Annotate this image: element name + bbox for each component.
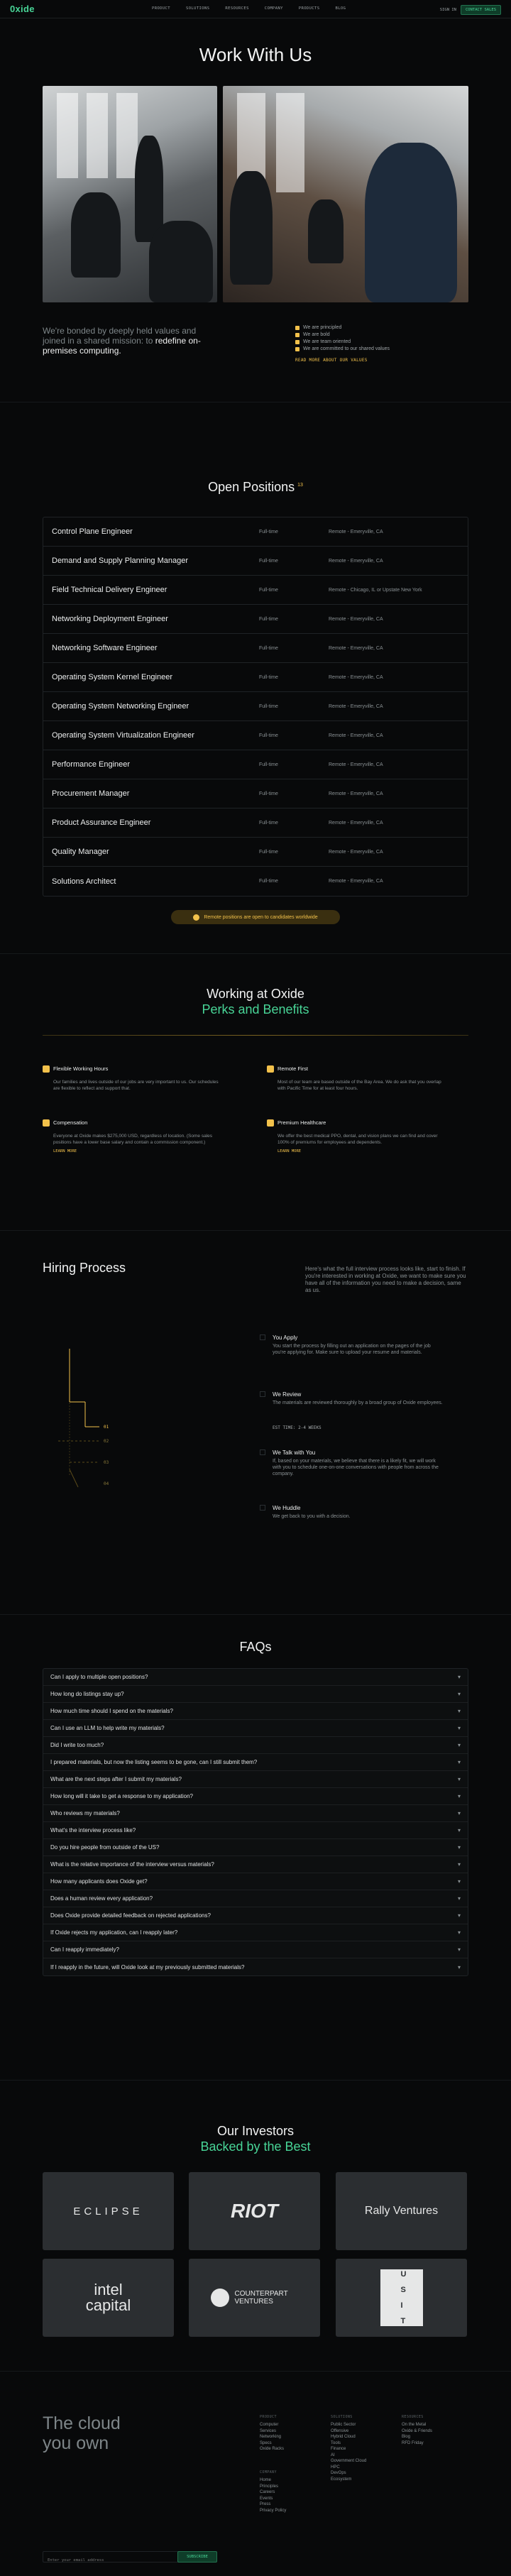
expand-icon[interactable]: ▾ [457, 1895, 461, 1902]
expand-icon[interactable]: ▾ [457, 1759, 461, 1765]
position-location: Remote - Emeryville, CA [329, 879, 383, 884]
faq-item[interactable] [43, 1822, 468, 1839]
healthcare-learn-more-link[interactable]: LEARN MORE [278, 1149, 302, 1153]
footer-link[interactable]: Home [260, 2478, 272, 2482]
footer-link[interactable]: DevOps [331, 2471, 346, 2475]
perk-remote-first: Remote First Most of our team are based outside of the Bay Area. We do ask that you overlap with Pacific Time for at least four hours. [267, 1063, 444, 1092]
footer-link[interactable]: AI [331, 2452, 335, 2457]
investor-logo-intel-capital: intel capital [43, 2259, 174, 2337]
faq-item[interactable] [43, 1720, 468, 1737]
footer-tagline: The cloud you own [43, 2413, 121, 2453]
position-location: Remote - Chicago, IL or Upstate New York [329, 587, 422, 593]
open-positions-title: Open Positions $^{13}$ [208, 480, 303, 494]
nav-link-company[interactable]: COMPANY [264, 6, 283, 11]
footer-column-company [260, 2470, 286, 2514]
position-title[interactable]: Control Plane Engineer [52, 527, 133, 536]
position-row[interactable] [43, 605, 468, 634]
position-location: Remote - Emeryville, CA [329, 703, 383, 709]
investors-title: Our Investors [216, 2124, 295, 2138]
hiring-step-2: We Review The materials are reviewed thoroughly by a broad group of Oxide employees. EST TIME: 2-4 WEEKS [260, 1391, 444, 1434]
section-divider [0, 1230, 511, 1231]
faq-item[interactable] [43, 1873, 468, 1890]
investor-logo-usit: USIT [336, 2259, 467, 2337]
position-type: Full-time [259, 820, 278, 826]
position-type: Full-time [259, 529, 278, 535]
faq-item[interactable] [43, 1788, 468, 1805]
nav-link-blog[interactable]: BLOG [335, 6, 346, 11]
faq-item[interactable] [43, 1737, 468, 1754]
mission-text: We're bonded by deeply held values and joined in a shared mission: to [43, 326, 197, 346]
oxide-logo[interactable]: 0xide [10, 4, 35, 14]
position-location: Remote - Emeryville, CA [329, 733, 383, 738]
step-marker [260, 1449, 265, 1455]
position-location: Remote - Emeryville, CA [329, 674, 383, 680]
faq-item[interactable] [43, 1686, 468, 1703]
remote-badge: Remote positions are open to candidates worldwide [171, 910, 340, 924]
position-title[interactable]: Networking Software Engineer [52, 644, 158, 652]
position-location: Remote - Emeryville, CA [329, 558, 383, 564]
bullet-icon [295, 326, 300, 330]
faq-question[interactable]: If I reapply in the future, will Oxide look at my previously submitted materials? [50, 1963, 245, 1971]
expand-icon[interactable]: ▾ [457, 1861, 461, 1868]
position-row[interactable] [43, 576, 468, 605]
contact-sales-button[interactable]: CONTACT SALES [461, 5, 501, 15]
position-title[interactable]: Procurement Manager [52, 789, 130, 798]
faq-question[interactable]: Can I reapply immediately? [50, 1946, 119, 1953]
hiring-title: Hiring Process [43, 1261, 126, 1275]
expand-icon[interactable]: ▾ [457, 1708, 461, 1714]
step-marker [260, 1391, 265, 1397]
expand-icon[interactable]: ▾ [457, 1878, 461, 1885]
nav-link-products[interactable]: PRODUCTS [298, 6, 320, 11]
position-title[interactable]: Field Technical Delivery Engineer [52, 586, 167, 594]
position-title[interactable]: Product Assurance Engineer [52, 818, 151, 827]
footer-column-heading: SOLUTIONS [331, 2415, 353, 2419]
faq-question[interactable]: What are the next steps after I submit my materials? [50, 1776, 182, 1782]
footer-column-heading: PRODUCT [260, 2415, 277, 2419]
value-item: We are bold [295, 332, 390, 337]
values-list [295, 325, 390, 363]
position-title[interactable]: Quality Manager [52, 848, 109, 856]
investor-logo-rally-ventures: Rally Ventures [336, 2172, 467, 2250]
footer-link[interactable]: HPC [331, 2465, 340, 2470]
footer-column-resources [402, 2415, 432, 2446]
compensation-learn-more-link[interactable]: LEARN MORE [53, 1149, 77, 1153]
faq-item[interactable] [43, 1703, 468, 1720]
position-row[interactable] [43, 721, 468, 750]
counterpart-mark-icon [211, 2289, 229, 2307]
position-type: Full-time [259, 791, 278, 796]
position-type: Full-time [259, 733, 278, 738]
expand-icon[interactable]: ▾ [457, 1742, 461, 1748]
footer-link[interactable]: Government Cloud [331, 2459, 367, 2463]
expand-icon[interactable]: ▾ [457, 1674, 461, 1680]
footer-column-heading: COMPANY [260, 2470, 277, 2474]
faq-question[interactable]: I prepared materials, but now the listing seems to be gone, can I still submit them? [50, 1759, 258, 1765]
position-row[interactable] [43, 663, 468, 692]
perk-compensation: Compensation Everyone at Oxide makes $275,000 USD, regardless of location. (Some sales positions have a lower base salary and contain a commission component.) LEARN MORE [43, 1117, 220, 1153]
position-location: Remote - Emeryville, CA [329, 849, 383, 855]
footer-link[interactable]: Public Sector [331, 2423, 356, 2427]
expand-icon[interactable]: ▾ [457, 1844, 461, 1851]
footer-link[interactable]: Computer [260, 2423, 279, 2427]
footer-link[interactable]: Blog [402, 2435, 411, 2439]
footer-link[interactable]: Finance [331, 2447, 346, 2451]
faq-list [43, 1668, 468, 1976]
position-location: Remote - Emeryville, CA [329, 762, 383, 767]
footer-link[interactable]: Principles [260, 2484, 279, 2489]
hiring-step-1: You Apply You start the process by filling out an application on the pages of the job you're applying for. Make sure to upload your resume and materials. [260, 1334, 444, 1377]
footer-link[interactable]: Hybrid Cloud [331, 2435, 356, 2439]
position-title[interactable]: Operating System Networking Engineer [52, 702, 189, 711]
faq-question[interactable]: How long do listings stay up? [50, 1691, 124, 1697]
bullet-icon [295, 333, 300, 337]
top-nav [0, 0, 511, 18]
globe-icon [267, 1065, 274, 1073]
team-photo-left [43, 86, 217, 302]
position-title[interactable]: Networking Deployment Engineer [52, 615, 168, 623]
position-title[interactable]: Demand and Supply Planning Manager [52, 557, 189, 565]
clock-icon [43, 1065, 50, 1073]
faq-item[interactable] [43, 1754, 468, 1771]
position-title[interactable]: Operating System Virtualization Engineer [52, 731, 194, 740]
page-title: Work With Us [199, 44, 312, 65]
footer-link[interactable]: On the Metal [402, 2423, 427, 2427]
mission-highlight: redefine on-premises computing. [43, 336, 201, 356]
perks-divider [43, 1035, 468, 1036]
investor-logo-eclipse: ECLIPSE [43, 2172, 174, 2250]
value-item: We are principled [295, 325, 390, 330]
footer-link[interactable]: Careers [260, 2490, 275, 2494]
faq-question[interactable]: Can I apply to multiple open positions? [50, 1674, 148, 1680]
diagram-label-step-1: 01 [104, 1425, 109, 1430]
faq-question[interactable]: Do you hire people from outside of the US? [50, 1844, 160, 1851]
faq-question[interactable]: If Oxide rejects my application, can I reapply later? [50, 1929, 178, 1936]
diagram-label-step-3: 03 [104, 1460, 109, 1465]
position-row[interactable] [43, 692, 468, 721]
hiring-intro: Here's what the full interview process looks like, start to finish. If you're interested in working at Oxide, we want to make sure you have all of the information you need to make a decision, same as us. [305, 1266, 466, 1293]
hiring-step-4: We Huddle We get back to you with a decision. [260, 1505, 444, 1526]
faq-item[interactable] [43, 1941, 468, 1958]
diagram-label-step-4: 04 [104, 1481, 109, 1486]
expand-icon[interactable]: ▾ [457, 1827, 461, 1834]
footer-link[interactable]: Oxide & Friends [402, 2428, 433, 2433]
expand-icon[interactable]: ▾ [457, 1793, 461, 1799]
position-type: Full-time [259, 762, 278, 767]
footer-link[interactable]: Events [260, 2496, 273, 2501]
step-marker [260, 1505, 265, 1511]
dollar-icon [43, 1119, 50, 1127]
position-row[interactable] [43, 517, 468, 547]
expand-icon[interactable]: ▾ [457, 1810, 461, 1816]
faq-item[interactable] [43, 1805, 468, 1822]
position-row[interactable] [43, 779, 468, 809]
value-item: We are team oriented [295, 339, 390, 344]
footer-link[interactable]: Specs [260, 2440, 272, 2445]
position-type: Full-time [259, 645, 278, 651]
investor-logo-riot: RIOT [189, 2172, 320, 2250]
plus-icon [267, 1119, 274, 1127]
expand-icon[interactable]: ▾ [457, 1963, 461, 1971]
position-row[interactable] [43, 750, 468, 779]
faq-question[interactable]: How much time should I spend on the materials? [50, 1708, 173, 1714]
position-row[interactable] [43, 547, 468, 576]
expand-icon[interactable]: ▾ [457, 1929, 461, 1936]
bullet-icon [295, 347, 300, 351]
subscribe-button[interactable]: SUBSCRIBE [177, 2551, 217, 2563]
faq-question[interactable]: How long will it take to get a response to my application? [50, 1793, 193, 1799]
faq-item[interactable] [43, 1669, 468, 1686]
section-divider [0, 2371, 511, 2372]
perks-subtitle: Perks and Benefits [202, 1002, 309, 1016]
bullet-icon [295, 340, 300, 344]
expand-icon[interactable]: ▾ [457, 1725, 461, 1731]
footer-link[interactable]: Tools [331, 2440, 341, 2445]
expand-icon[interactable]: ▾ [457, 1912, 461, 1919]
positions-table [43, 517, 468, 897]
faq-question[interactable]: Who reviews my materials? [50, 1810, 120, 1816]
expand-icon[interactable]: ▾ [457, 1946, 461, 1953]
faq-item[interactable] [43, 1890, 468, 1907]
value-item: We are committed to our shared values [295, 346, 390, 351]
position-title[interactable]: Performance Engineer [52, 760, 131, 769]
expand-icon[interactable]: ▾ [457, 1691, 461, 1697]
faq-question[interactable]: Does Oxide provide detailed feedback on rejected applications? [50, 1912, 211, 1919]
faq-question[interactable]: Did I write too much? [50, 1742, 104, 1748]
section-divider [0, 953, 511, 954]
faq-item[interactable] [43, 1771, 468, 1788]
faq-question[interactable]: Does a human review every application? [50, 1895, 153, 1902]
nav-link-solutions[interactable]: SOLUTIONS [185, 6, 210, 11]
faq-item[interactable] [43, 1856, 468, 1873]
position-row[interactable] [43, 634, 468, 663]
position-location: Remote - Emeryville, CA [329, 820, 383, 826]
diagram-label-step-2: 02 [104, 1439, 109, 1444]
email-input[interactable] [43, 2555, 171, 2565]
read-values-link[interactable]: READ MORE ABOUT OUR VALUES [295, 358, 368, 363]
position-type: Full-time [259, 587, 278, 593]
expand-icon[interactable]: ▾ [457, 1776, 461, 1782]
position-title[interactable]: Operating System Kernel Engineer [52, 673, 172, 681]
footer-column-solutions [331, 2415, 366, 2482]
position-location: Remote - Emeryville, CA [329, 616, 383, 622]
hiring-diagram [43, 1334, 128, 1547]
faq-item[interactable] [43, 1907, 468, 1924]
position-type: Full-time [259, 616, 278, 622]
position-location: Remote - Emeryville, CA [329, 529, 383, 535]
faq-item[interactable] [43, 1958, 468, 1975]
globe-icon [193, 914, 199, 921]
footer-link[interactable]: Offensive [331, 2428, 349, 2433]
perks-title: Working at Oxide [207, 987, 304, 1001]
faq-question[interactable]: How many applicants does Oxide get? [50, 1878, 148, 1885]
nav-link-product[interactable]: PRODUCT [152, 6, 170, 11]
section-divider [0, 2080, 511, 2081]
newsletter-form [43, 2551, 217, 2563]
faq-question[interactable]: Can I use an LLM to help write my materials? [50, 1725, 165, 1731]
position-location: Remote - Emeryville, CA [329, 645, 383, 651]
hiring-step-3: We Talk with You If, based on your materials, we believe that there is a likely fit, we will work with you to schedule one-on-one conversations with people from across the company. [260, 1449, 444, 1492]
mission-statement [43, 326, 206, 356]
position-title[interactable]: Solutions Architect [52, 877, 116, 886]
footer-column-product [260, 2415, 284, 2452]
investors-subtitle: Backed by the Best [200, 2139, 311, 2154]
position-row[interactable] [43, 809, 468, 838]
faq-item[interactable] [43, 1839, 468, 1856]
nav-link-resources[interactable]: RESOURCES [225, 6, 249, 11]
faq-item[interactable] [43, 1924, 468, 1941]
position-type: Full-time [259, 879, 278, 884]
footer-link[interactable]: Oxide Racks [260, 2447, 285, 2451]
perk-flexible-hours: Flexible Working Hours Our families and lives outside of our jobs are very important to us. Our schedules are flexible to reflect and support that. [43, 1063, 220, 1092]
position-location: Remote - Emeryville, CA [329, 791, 383, 796]
faq-question[interactable]: What is the relative importance of the interview versus materials? [50, 1861, 214, 1868]
perk-healthcare: Premium Healthcare We offer the best medical PPO, dental, and vision plans we can find and cover 100% of premiums for employees and dependents. LEARN MORE [267, 1117, 444, 1153]
investor-logo-counterpart-ventures: COUNTERPART VENTURES [189, 2259, 320, 2337]
footer-link[interactable]: Networking [260, 2435, 282, 2439]
nav-links [152, 6, 346, 11]
position-row[interactable] [43, 867, 468, 896]
nav-actions [440, 5, 501, 15]
footer-link[interactable]: Press [260, 2502, 271, 2506]
position-type: Full-time [259, 674, 278, 680]
footer-column-heading: RESOURCES [402, 2415, 424, 2419]
position-type: Full-time [259, 703, 278, 709]
footer-link[interactable]: Ecosystem [331, 2477, 352, 2482]
section-divider [0, 1614, 511, 1615]
sign-in-link[interactable]: SIGN IN [439, 8, 456, 12]
position-type: Full-time [259, 849, 278, 855]
footer-link[interactable]: RFD Friday [402, 2440, 424, 2445]
faq-title: FAQs [239, 1640, 272, 1654]
footer-link[interactable]: Privacy Policy [260, 2508, 287, 2513]
footer-link[interactable]: Services [260, 2428, 277, 2433]
step-marker [260, 1334, 265, 1340]
position-row[interactable] [43, 838, 468, 867]
team-photo-right [223, 86, 468, 302]
positions-count: 13 [297, 483, 303, 488]
faq-question[interactable]: What's the interview process like? [50, 1827, 136, 1834]
position-type: Full-time [259, 558, 278, 564]
